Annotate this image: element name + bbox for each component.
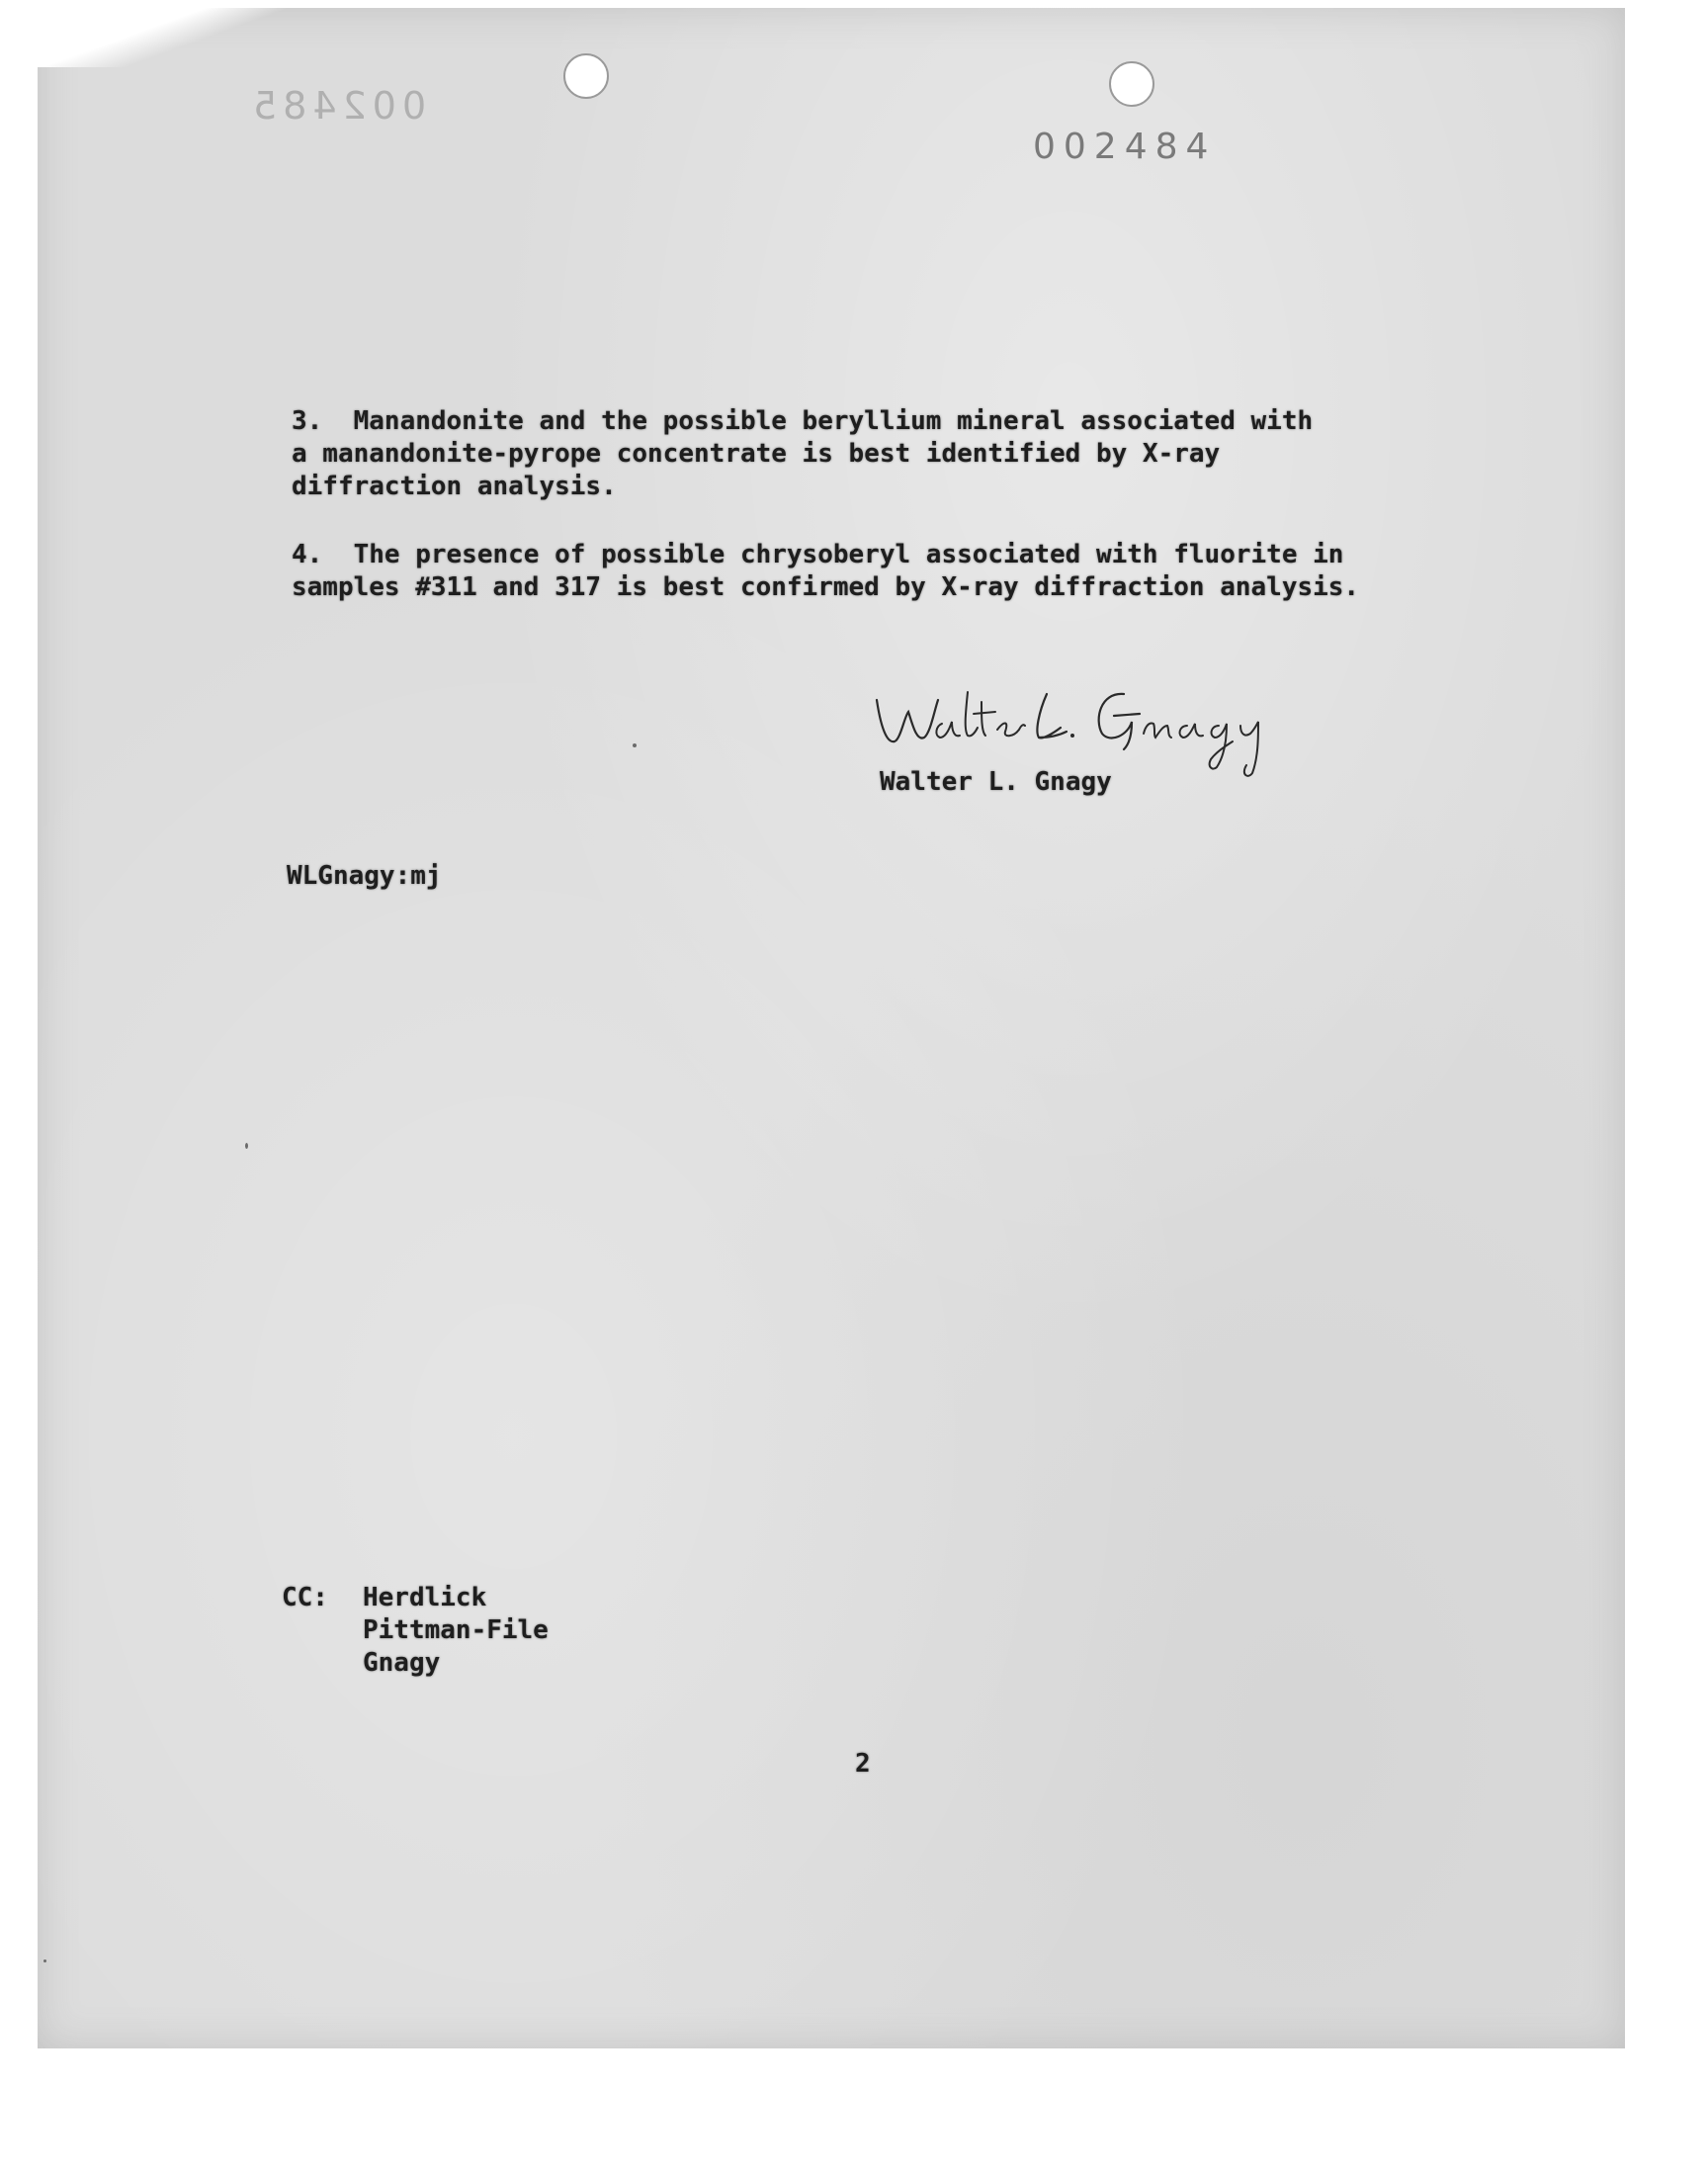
signatory-name: Walter L. Gnagy <box>880 767 1112 797</box>
paragraph-3 <box>292 405 1313 503</box>
cc-recipients <box>363 1582 549 1680</box>
document-number: 002484 <box>1033 127 1217 167</box>
punch-hole-left <box>563 53 609 99</box>
reference-initials: WLGnagy:mj <box>287 861 442 891</box>
cc-label: CC: <box>282 1583 328 1612</box>
paragraph-4 <box>292 539 1359 604</box>
paragraph-line: 3. Manandonite and the possible beryllium mineral associated with <box>292 406 1314 436</box>
scan-speck <box>43 1959 46 1962</box>
handwritten-signature <box>865 672 1290 781</box>
scan-speck <box>245 1143 248 1149</box>
paragraph-line: 4. The presence of possible chrysoberyl associated with fluorite in <box>292 540 1344 569</box>
paragraph-line: diffraction analysis. <box>292 472 617 501</box>
scanned-page <box>38 8 1625 2048</box>
cc-recipient: Gnagy <box>363 1648 441 1678</box>
punch-hole-right <box>1109 61 1154 107</box>
cc-recipient: Pittman-File <box>363 1615 549 1645</box>
cc-recipient: Herdlick <box>363 1583 487 1612</box>
torn-corner <box>38 8 295 67</box>
paragraph-line: a manandonite-pyrope concentrate is best identified by X-ray <box>292 439 1221 469</box>
bleed-through-number: 002485 <box>247 84 427 128</box>
paragraph-line: samples #311 and 317 is best confirmed by X-ray diffraction analysis. <box>292 572 1360 602</box>
scan-speck <box>633 743 637 747</box>
signature-dot <box>1070 734 1074 738</box>
page-number: 2 <box>855 1749 871 1779</box>
